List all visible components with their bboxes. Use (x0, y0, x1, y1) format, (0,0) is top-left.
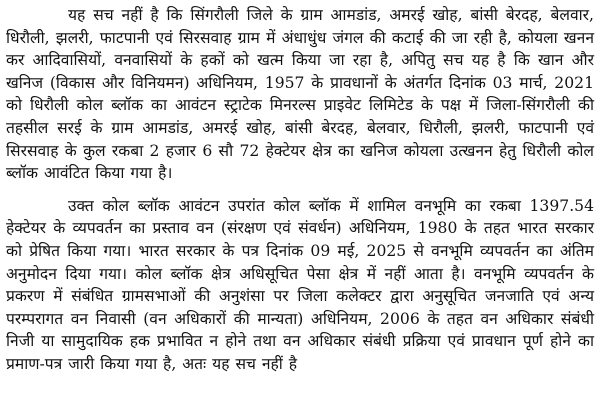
paragraph-forest-land-diversion: उक्त कोल ब्लॉक आवंटन उपरांत कोल ब्लॉक में शामिल वनभूमि का रकबा 1397.54 हेक्टेयर के व्यपवर्तन का प्रस्ताव वन (संरक्षण एवं संवर्धन) अधिनियम, 1980 के तहत भारत सरकार को प्रेषित किया गया। भारत सरकार के पत्र दिनांक 09 मई, 2025 से वनभूमि व्यपवर्तन का अंतिम अनुमोदन दिया गया। कोल ब्लॉक क्षेत्र अधिसूचित पेसा क्षेत्र में नहीं आता है। वनभूमि व्यपवर्तन के प्रकरण में संबंधित ग्रामसभाओं की अनुशंसा पर जिला कलेक्टर द्वारा अनुसूचित जनजाति एवं अन्य परम्परागत वन निवासी (वन अधिकारों की मान्यता) अधिनियम, 2006 के तहत वन अधिकार संबंधी निजी या सामुदायिक हक प्रभावित न होने तथा वन अधिकार संबंधी प्रक्रिया एवं प्रावधान पूर्ण होने का प्रमाण-पत्र जारी किया गया है, अतः यह सच नहीं है (6, 196, 594, 373)
paragraph-coal-block-allocation: यह सच नहीं है कि सिंगरौली जिले के ग्राम आमडांड, अमरई खोह, बांसी बेरदह, बेलवार, धिरौली, झलरी, फाटपानी एवं सिरसवाह ग्राम में अंधाधुंध जंगल की कटाई की जा रही है, कोयला खनन कर आदिवासियों, वनवासियों के हकों को खत्म किया जा रहा है, अपितु सच यह है कि खान और खनिज (विकास और विनियमन) अधिनियम, 1957 के प्रावधानों के अंतर्गत दिनांक 03 मार्च, 2021 को धिरौली कोल ब्लॉक का आवंटन स्ट्राटेक मिनरल्स प्राइवेट लिमिटेड के पक्ष में जिला-सिंगरौली की तहसील सरई के ग्राम आमडांड, अमरई खोह, बांसी बेरदह, बेलवार, धिरौली, झलरी, फाटपानी एवं सिरसवाह के कुल रकबा 2 हजार 6 सौ 72 हेक्टेयर क्षेत्र का खनिज कोयला उत्खनन हेतु धिरौली कोल ब्लॉक आवंटित किया गया है। (6, 6, 594, 183)
